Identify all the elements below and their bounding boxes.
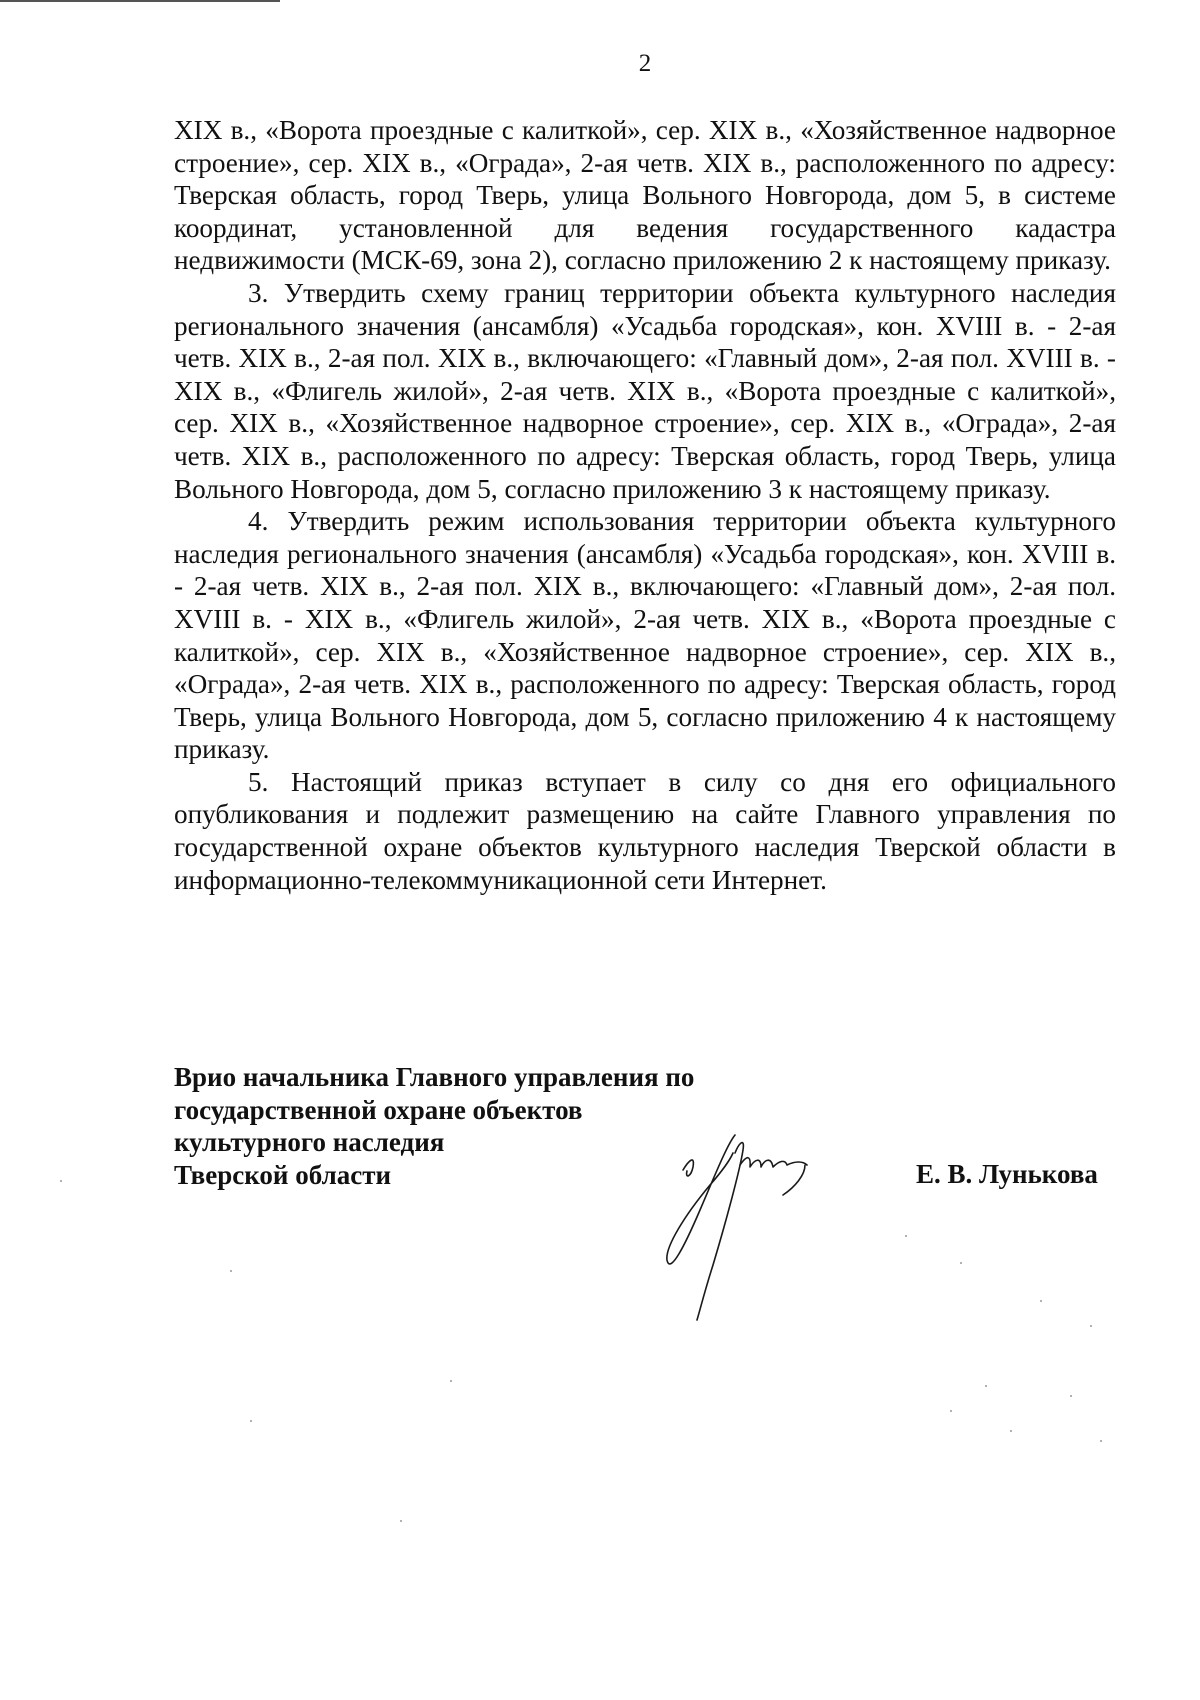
signatory-title-line: государственной охране объектов	[174, 1094, 583, 1125]
scan-speck	[60, 1180, 62, 1182]
scan-speck	[1100, 1440, 1102, 1442]
signatory-title-line: культурного наследия	[174, 1127, 445, 1158]
scan-speck	[1090, 1325, 1092, 1327]
paragraph-continuation: XIX в., «Ворота проездные с калиткой», сер. XIX в., «Хозяйственное надворное строение», сер. XIX в., «Ограда», 2-ая четв. XIX в., расположенного по адресу: Тверская область, город Тверь, улица Вольного Новгорода, дом 5, в системе координат, установленной для ведения государственного кадастра недвижимости (МСК-69, зона 2), согласно приложению 2 к настоящему приказу.	[174, 115, 1116, 276]
paragraph-item-5: 5. Настоящий приказ вступает в силу со дня его официального опубликования и подлежит размещению на сайте Главного управления по государственной охране объектов культурного наследия Тверской области в информационно-телекоммуникационной сети Интернет.	[174, 766, 1116, 895]
scan-edge-line	[0, 0, 280, 2]
handwritten-signature	[655, 1115, 835, 1325]
scan-speck	[400, 1520, 402, 1522]
scan-speck	[230, 1270, 232, 1272]
scan-speck	[950, 1410, 952, 1412]
scan-speck	[250, 1420, 252, 1422]
scan-speck	[960, 1262, 962, 1264]
page-number: 2	[638, 50, 652, 77]
scan-speck	[1040, 1300, 1042, 1302]
scan-speck	[1070, 1395, 1072, 1397]
scan-speck	[905, 1235, 907, 1237]
scan-speck	[985, 1385, 987, 1387]
signatory-name: Е. В. Лунькова	[916, 1159, 1098, 1189]
signatory-title	[174, 1061, 734, 1191]
scan-speck	[1010, 1430, 1012, 1432]
paragraph-item-3: 3. Утвердить схему границ территории объекта культурного наследия регионального значения (ансамбля) «Усадьба городская», кон. XVIII в. - 2-ая четв. XIX в., 2-ая пол. XIX в., включающего: «Главный дом», 2-ая пол. XVIII в. - XIX в., «Флигель жилой», 2-ая четв. XIX в., «Ворота проездные с калиткой», сер. XIX в., «Хозяйственное надворное строение», сер. XIX в., «Ограда», 2-ая четв. XIX в., расположенного по адресу: Тверская область, город Тверь, улица Вольного Новгорода, дом 5, согласно приложению 3 к настоящему приказу.	[174, 277, 1116, 504]
paragraph-item-4: 4. Утвердить режим использования территории объекта культурного наследия регионального значения (ансамбля) «Усадьба городская», кон. XVIII в. - 2-ая четв. XIX в., 2-ая пол. XIX в., включающего: «Главный дом», 2-ая пол. XVIII в. - XIX в., «Флигель жилой», 2-ая четв. XIX в., «Ворота проездные с калиткой», сер. XIX в., «Хозяйственное надворное строение», сер. XIX в., «Ограда», 2-ая четв. XIX в., расположенного по адресу: Тверская область, город Тверь, улица Вольного Новгорода, дом 5, согласно приложению 4 к настоящему приказу.	[174, 506, 1116, 765]
scan-speck	[450, 1380, 452, 1382]
signatory-title-line: Врио начальника Главного управления по	[174, 1062, 695, 1092]
document-body	[174, 114, 1116, 896]
signatory-title-line: Тверской области	[174, 1159, 392, 1190]
